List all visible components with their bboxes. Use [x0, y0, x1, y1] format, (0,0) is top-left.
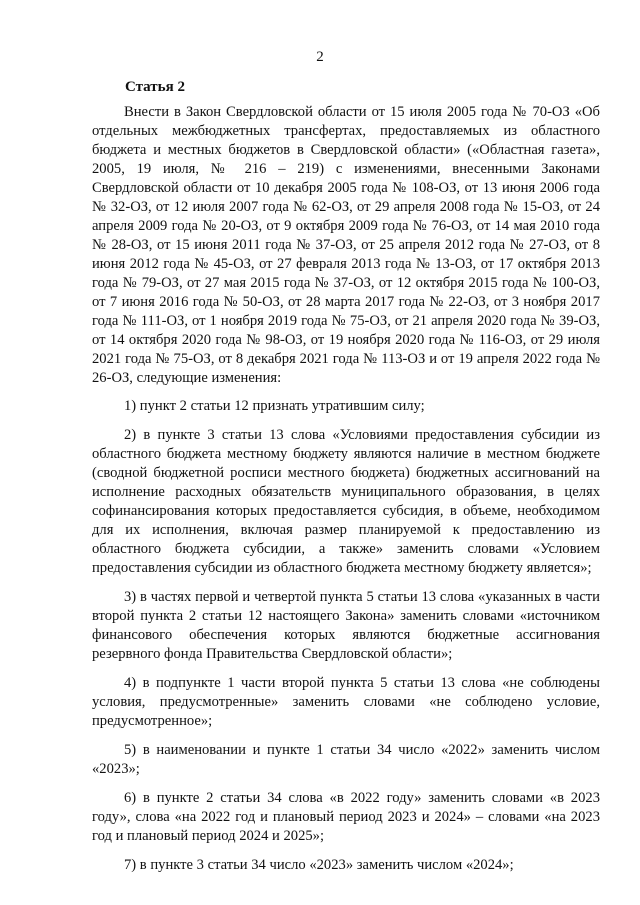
amendment-item-2: 2) в пункте 3 статьи 13 слова «Условиями предоставления субсидии из областного бюджета местному бюджету являются наличие в местном бюджете (сводной бюджетной росписи местного бюджета) бюджетных ассигнований на исполнение расходных обязательств муниципального образования, в целях софинансирования которых предоставляется субсидия, в объеме, необходимом для их исполнения, включая размер планируемой к предоставлению из областного бюджета субсидии, а также» заменить словами «Условием предоставления субсидии из областного бюджета местному бюджету является»; — [92, 427, 600, 576]
preamble-paragraph: Внести в Закон Свердловской области от 15 июля 2005 года № 70-ОЗ «Об отдельных межбюджетных трансфертах, предоставляемых из областного бюджета и местных бюджетов в Свердловской области» («Областная газета», 2005, 19 июля, № 216 – 219) с изменениями, внесенными Законами Свердловской области от 10 декабря 2005 года № 108-ОЗ, от 13 июня 2006 года № 32-ОЗ, от 12 июля 2007 года № 62-ОЗ, от 29 апреля 2008 года № 15-ОЗ, от 24 апреля 2009 года № 20-ОЗ, от 9 октября 2009 года № 76-ОЗ, от 14 мая 2010 года № 28-ОЗ, от 15 июня 2011 года № 37-ОЗ, от 25 апреля 2012 года № 27-ОЗ, от 8 июня 2012 года № 45-ОЗ, от 27 февраля 2013 года № 13-ОЗ, от 17 октября 2013 года № 79-ОЗ, от 27 мая 2015 года № 37-ОЗ, от 12 октября 2015 года № 100-ОЗ, от 7 июня 2016 года № 50-ОЗ, от 28 марта 2017 года № 22-ОЗ, от 3 ноября 2017 года № 111-ОЗ, от 1 ноября 2019 года № 75-ОЗ, от 21 апреля 2020 года № 39-ОЗ, от 14 октября 2020 года № 98-ОЗ, от 19 ноября 2020 года № 116-ОЗ, от 29 июля 2021 года № 75-ОЗ, от 8 декабря 2021 года № 113-ОЗ и от 19 апреля 2022 года № 26-ОЗ, следующие изменения: — [92, 104, 600, 386]
amendment-item-1: 1) пункт 2 статьи 12 признать утратившим силу; — [124, 398, 425, 414]
amendment-item-6: 6) в пункте 2 статьи 34 слова «в 2022 году» заменить словами «в 2023 году», слова «на 2022 год и плановый период 2023 и 2024» – словами «на 2023 год и плановый период 2024 и 2025»; — [92, 790, 600, 844]
amendment-item-4: 4) в подпункте 1 части второй пункта 5 статьи 13 слова «не соблюдены условия, предусмотренные» заменить словами «не соблюдено условие, предусмотренное»; — [92, 675, 600, 729]
article-heading: Статья 2 — [125, 79, 185, 95]
article-body — [92, 103, 600, 885]
amendment-item-3: 3) в частях первой и четвертой пункта 5 статьи 13 слова «указанных в части второй пункта 2 статьи 12 настоящего Закона» заменить словами «источником финансового обеспечения которых являются бюджетные ассигнования резервного фонда Правительства Свердловской области»; — [92, 589, 600, 662]
page-number: 2 — [316, 49, 324, 65]
amendment-item-7: 7) в пункте 3 статьи 34 число «2023» заменить числом «2024»; — [124, 857, 514, 873]
amendment-item-5: 5) в наименовании и пункте 1 статьи 34 число «2022» заменить числом «2023»; — [92, 742, 600, 777]
